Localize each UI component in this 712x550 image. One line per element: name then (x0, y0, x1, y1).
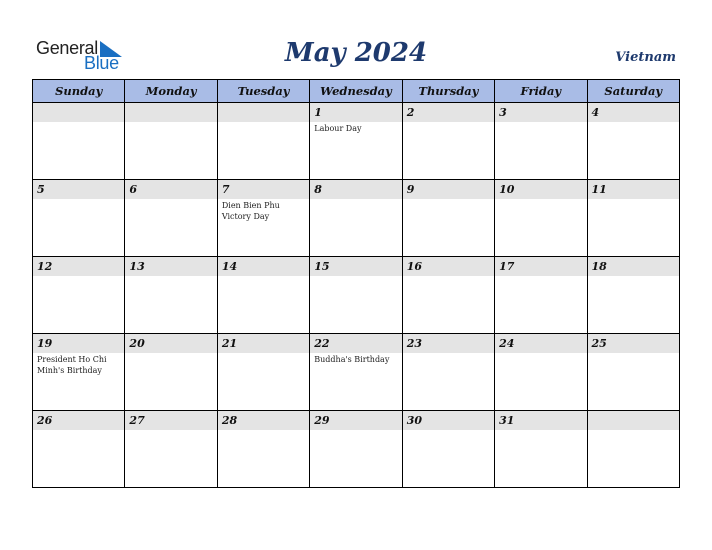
day-cell (33, 334, 125, 411)
day-number: 15 (314, 260, 330, 273)
calendar-title: May 2024 (284, 38, 428, 68)
day-header-bar (125, 180, 216, 199)
day-number: 23 (406, 337, 422, 350)
day-cell (217, 257, 309, 334)
day-cell (587, 257, 679, 334)
day-cell (495, 334, 587, 411)
day-cell (495, 257, 587, 334)
day-header-bar (33, 103, 124, 122)
day-number: 21 (221, 337, 238, 350)
day-cell (217, 180, 309, 257)
day-header-bar (310, 103, 401, 122)
day-cell (33, 180, 125, 257)
day-cell (587, 334, 679, 411)
holiday-label: Labour Day (314, 124, 362, 133)
day-number: 9 (406, 183, 415, 196)
day-cell (310, 257, 402, 334)
day-number: 27 (129, 414, 145, 427)
empty-day-cell (217, 103, 309, 180)
day-number: 29 (314, 414, 330, 427)
day-cell (495, 103, 587, 180)
country-label: Vietnam (615, 50, 676, 65)
logo-text-general: General (36, 38, 98, 58)
day-header-bar (218, 180, 309, 199)
day-cell (495, 411, 587, 488)
day-number: 12 (37, 260, 53, 273)
day-cell (587, 103, 679, 180)
day-header-bar (588, 334, 679, 353)
day-number: 30 (406, 414, 422, 427)
day-number: 20 (129, 337, 145, 350)
day-header-bar (125, 103, 216, 122)
day-header-bar (33, 180, 124, 199)
day-header-bar (33, 257, 124, 276)
day-cell (402, 334, 494, 411)
day-number: 17 (499, 260, 515, 273)
weekday-header: Monday (125, 80, 217, 103)
day-header-bar (125, 411, 216, 430)
calendar-body (33, 103, 680, 488)
day-cell (125, 180, 217, 257)
day-number: 22 (314, 337, 330, 350)
day-number: 13 (129, 260, 145, 273)
day-header-bar (218, 103, 309, 122)
day-header-bar (218, 257, 309, 276)
day-header-bar (495, 103, 586, 122)
week-row (33, 411, 680, 488)
empty-day-cell (125, 103, 217, 180)
day-cell (310, 334, 402, 411)
holiday-label: President Ho Chi Minh's Birthday (37, 355, 107, 375)
day-number: 1 (314, 106, 322, 119)
day-cell (217, 411, 309, 488)
day-cell (125, 334, 217, 411)
day-number: 6 (129, 183, 138, 196)
week-row (33, 334, 680, 411)
day-header-bar (33, 334, 124, 353)
day-number: 19 (37, 337, 53, 350)
day-number: 10 (499, 183, 515, 196)
day-header-bar (495, 257, 586, 276)
day-header-bar (495, 334, 586, 353)
day-cell (402, 257, 494, 334)
weekday-header: Saturday (587, 80, 679, 103)
day-number: 24 (499, 337, 515, 350)
day-cell (310, 411, 402, 488)
day-number: 2 (406, 106, 415, 119)
day-header-bar (125, 334, 216, 353)
day-header-bar (310, 411, 401, 430)
day-header-bar (310, 257, 401, 276)
day-header-bar (588, 411, 679, 430)
day-header-bar (403, 180, 494, 199)
week-row (33, 103, 680, 180)
week-row (33, 180, 680, 257)
day-header-bar (403, 103, 494, 122)
day-cell (217, 334, 309, 411)
day-number: 8 (314, 183, 322, 196)
weekday-header-row (33, 80, 680, 103)
weekday-header: Sunday (33, 80, 125, 103)
day-cell (33, 257, 125, 334)
day-number: 14 (221, 260, 238, 273)
day-header-bar (218, 411, 309, 430)
holiday-label: Dien Bien Phu Victory Day (221, 201, 280, 221)
day-cell (310, 180, 402, 257)
day-header-bar (588, 257, 679, 276)
calendar-grid (32, 79, 680, 488)
day-header-bar (588, 103, 679, 122)
empty-day-cell (587, 411, 679, 488)
day-cell (402, 411, 494, 488)
day-header-bar (495, 411, 586, 430)
day-header-bar (310, 180, 401, 199)
day-number: 5 (37, 183, 45, 196)
day-header-bar (588, 180, 679, 199)
day-header-bar (310, 334, 401, 353)
day-number: 25 (591, 337, 607, 350)
day-header-bar (33, 411, 124, 430)
weekday-header: Friday (495, 80, 587, 103)
day-header-bar (403, 334, 494, 353)
day-cell (33, 411, 125, 488)
day-header-bar (125, 257, 216, 276)
weekday-header: Tuesday (217, 80, 309, 103)
day-cell (125, 411, 217, 488)
day-header-bar (218, 334, 309, 353)
holiday-label: Buddha's Birthday (314, 355, 390, 364)
day-cell (402, 103, 494, 180)
week-row (33, 257, 680, 334)
empty-day-cell (33, 103, 125, 180)
day-header-bar (403, 257, 494, 276)
day-number: 7 (221, 183, 230, 196)
day-number: 28 (221, 414, 238, 427)
day-header-bar (403, 411, 494, 430)
day-number: 4 (591, 106, 600, 119)
day-cell (402, 180, 494, 257)
day-number: 16 (406, 260, 422, 273)
logo-text-blue: Blue (84, 53, 119, 73)
day-number: 3 (499, 106, 507, 119)
day-cell (125, 257, 217, 334)
weekday-header: Wednesday (310, 80, 402, 103)
weekday-header: Thursday (402, 80, 494, 103)
day-cell (310, 103, 402, 180)
day-header-bar (495, 180, 586, 199)
day-cell (587, 180, 679, 257)
day-number: 18 (591, 260, 607, 273)
day-number: 31 (499, 414, 515, 427)
day-number: 26 (37, 414, 53, 427)
day-number: 11 (591, 183, 607, 196)
day-cell (495, 180, 587, 257)
